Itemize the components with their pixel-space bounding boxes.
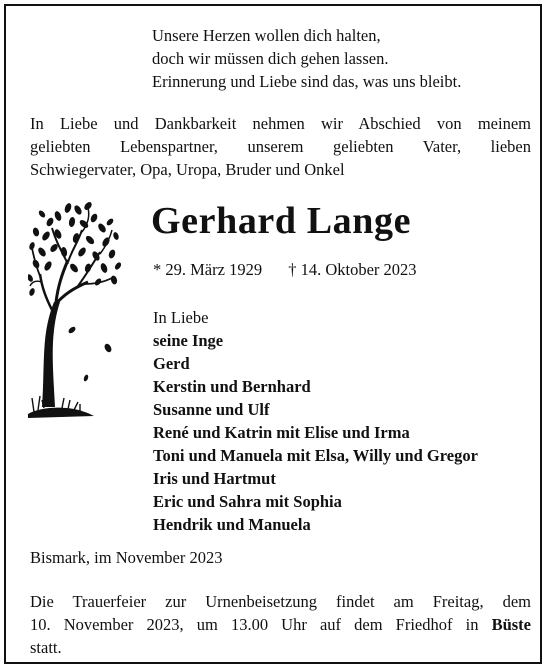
mourner-name: Susanne und Ulf — [153, 400, 270, 419]
death-date: † 14. Oktober 2023 — [288, 260, 417, 279]
funeral-line: Die Trauerfeier zur Urnenbeisetzung findet am Freitag, dem — [30, 592, 531, 611]
place-and-date: Bismark, im November 2023 — [30, 548, 223, 567]
funeral-notice — [30, 590, 531, 659]
poem-line: Unsere Herzen wollen dich halten, — [152, 26, 381, 45]
mourner-name: Hendrik und Manuela — [153, 515, 311, 534]
poem-line: Erinnerung und Liebe sind das, was uns bleibt. — [152, 72, 462, 91]
birth-date: * 29. März 1929 — [153, 260, 263, 279]
intro-line: Schwiegervater, Opa, Uropa, Bruder und Onkel — [30, 160, 345, 179]
mourner-name: Eric und Sahra mit Sophia — [153, 492, 342, 511]
life-dates — [153, 260, 417, 280]
mourner-name: Kerstin und Bernhard — [153, 377, 311, 396]
obituary-frame — [4, 4, 542, 664]
mourner-name: seine Inge — [153, 331, 224, 350]
tree-silhouette-icon — [28, 202, 124, 430]
poem — [152, 24, 461, 93]
mourner-name: Iris und Hartmut — [153, 469, 276, 488]
intro-line: geliebten Lebenspartner, unserem geliebten Vater, lieben — [30, 137, 531, 156]
funeral-location: Büste — [491, 615, 531, 634]
intro-text — [30, 112, 531, 181]
poem-line: doch wir müssen dich gehen lassen. — [152, 49, 389, 68]
mourners-heading: In Liebe — [153, 308, 209, 327]
mourner-name: Toni und Manuela mit Elsa, Willy und Gregor — [153, 446, 478, 465]
intro-line: In Liebe und Dankbarkeit nehmen wir Abschied von meinem — [30, 114, 531, 133]
mourners-list — [153, 306, 478, 536]
funeral-line: statt. — [30, 638, 62, 657]
mourner-name: Gerd — [153, 354, 190, 373]
funeral-line — [30, 613, 531, 636]
mourner-name: René und Katrin mit Elise und Irma — [153, 423, 410, 442]
deceased-name: Gerhard Lange — [151, 200, 412, 242]
funeral-line-text: 10. November 2023, um 13.00 Uhr auf dem Friedhof in — [30, 615, 479, 634]
